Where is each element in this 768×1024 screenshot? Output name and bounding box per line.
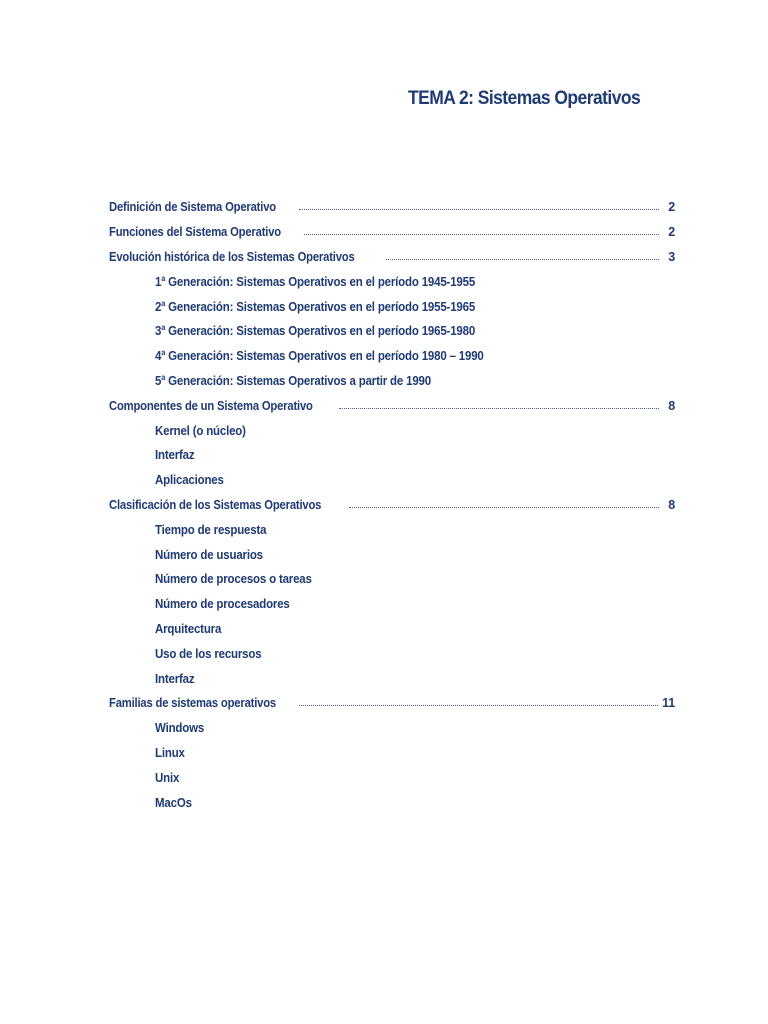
toc-entry-label: Familias de sistemas operativos	[109, 696, 277, 711]
toc-subentry-label: Uso de los recursos	[155, 646, 262, 661]
toc-subentry-label: Arquitectura	[155, 621, 222, 636]
toc-subentry-label	[155, 275, 475, 289]
table-of-contents	[109, 195, 675, 815]
toc-subentry-macos[interactable]	[109, 790, 675, 815]
toc-subentry-label: Aplicaciones	[155, 473, 224, 488]
dot-leader	[299, 208, 659, 210]
toc-subentry-windows[interactable]	[109, 716, 675, 741]
toc-subentry-label: Windows	[155, 721, 205, 736]
generation-text: Generación: Sistemas Operativos en el período 1965-1980	[165, 324, 476, 339]
toc-subentry-label: Número de usuarios	[155, 547, 263, 562]
dot-leader	[349, 506, 659, 508]
generation-number: 5	[155, 373, 162, 388]
toc-subentry-numero-usuarios[interactable]	[109, 542, 675, 567]
toc-page-number: 11	[662, 696, 675, 711]
toc-subentry-generacion-4[interactable]	[109, 344, 675, 369]
dot-leader	[299, 704, 659, 706]
toc-subentry-label: Linux	[155, 745, 185, 760]
toc-subentry-label	[155, 374, 431, 388]
toc-entry-label: Funciones del Sistema Operativo	[109, 225, 281, 240]
toc-subentry-generacion-2[interactable]	[109, 294, 675, 319]
toc-entry-componentes[interactable]	[109, 393, 675, 418]
toc-entry-label: Evolución histórica de los Sistemas Operativos	[109, 249, 355, 264]
toc-page-number: 8	[668, 398, 675, 413]
ordinal-suffix: a	[161, 372, 166, 382]
toc-entry-definicion[interactable]	[109, 195, 675, 220]
toc-subentry-uso-recursos[interactable]	[109, 641, 675, 666]
generation-number: 4	[155, 349, 162, 364]
toc-page-number: 2	[668, 225, 675, 240]
page-title: TEMA 2: Sistemas Operativos	[408, 88, 641, 109]
toc-subentry-label: Interfaz	[155, 671, 195, 686]
toc-subentry-label: Tiempo de respuesta	[155, 522, 267, 537]
toc-subentry-label: Número de procesadores	[155, 597, 290, 612]
toc-subentry-kernel[interactable]	[109, 418, 675, 443]
toc-subentry-linux[interactable]	[109, 741, 675, 766]
dot-leader	[386, 258, 659, 260]
generation-text: Generación: Sistemas Operativos en el período 1945-1955	[165, 274, 476, 289]
toc-subentry-arquitectura[interactable]	[109, 617, 675, 642]
toc-entry-clasificacion[interactable]	[109, 493, 675, 518]
toc-entry-label: Definición de Sistema Operativo	[109, 200, 276, 215]
toc-subentry-label: Interfaz	[155, 448, 195, 463]
toc-subentry-label	[155, 300, 475, 314]
toc-subentry-label: Número de procesos o tareas	[155, 572, 312, 587]
generation-text: Generación: Sistemas Operativos en el período 1980 – 1990	[165, 349, 484, 364]
toc-subentry-tiempo-respuesta[interactable]	[109, 517, 675, 542]
toc-entry-label: Componentes de un Sistema Operativo	[109, 398, 313, 413]
toc-subentry-unix[interactable]	[109, 765, 675, 790]
ordinal-suffix: a	[161, 348, 166, 358]
toc-page-number: 8	[668, 497, 675, 512]
toc-entry-funciones[interactable]	[109, 220, 675, 245]
generation-number: 2	[155, 299, 162, 314]
toc-entry-evolucion[interactable]	[109, 245, 675, 270]
toc-subentry-numero-procesos[interactable]	[109, 567, 675, 592]
toc-subentry-label	[155, 349, 484, 363]
toc-entry-familias[interactable]	[109, 691, 675, 716]
toc-subentry-generacion-1[interactable]	[109, 269, 675, 294]
generation-number: 1	[155, 274, 162, 289]
ordinal-suffix: a	[161, 298, 166, 308]
dot-leader	[339, 407, 659, 409]
toc-page-number: 3	[668, 249, 675, 264]
toc-subentry-generacion-5[interactable]	[109, 369, 675, 394]
toc-entry-label: Clasificación de los Sistemas Operativos	[109, 497, 322, 512]
toc-subentry-label: MacOs	[155, 795, 192, 810]
toc-subentry-generacion-3[interactable]	[109, 319, 675, 344]
toc-subentry-interfaz-2[interactable]	[109, 666, 675, 691]
toc-subentry-aplicaciones[interactable]	[109, 468, 675, 493]
toc-page-number: 2	[668, 200, 675, 215]
toc-subentry-interfaz[interactable]	[109, 443, 675, 468]
generation-text: Generación: Sistemas Operativos en el período 1955-1965	[165, 299, 476, 314]
generation-number: 3	[155, 324, 162, 339]
ordinal-suffix: a	[161, 273, 166, 283]
generation-text: Generación: Sistemas Operativos a partir de 1990	[165, 373, 431, 388]
dot-leader	[304, 233, 659, 235]
ordinal-suffix: a	[161, 323, 166, 333]
toc-subentry-label	[155, 324, 475, 338]
toc-subentry-label: Unix	[155, 770, 180, 785]
toc-subentry-label: Kernel (o núcleo)	[155, 423, 246, 438]
toc-subentry-numero-procesadores[interactable]	[109, 592, 675, 617]
